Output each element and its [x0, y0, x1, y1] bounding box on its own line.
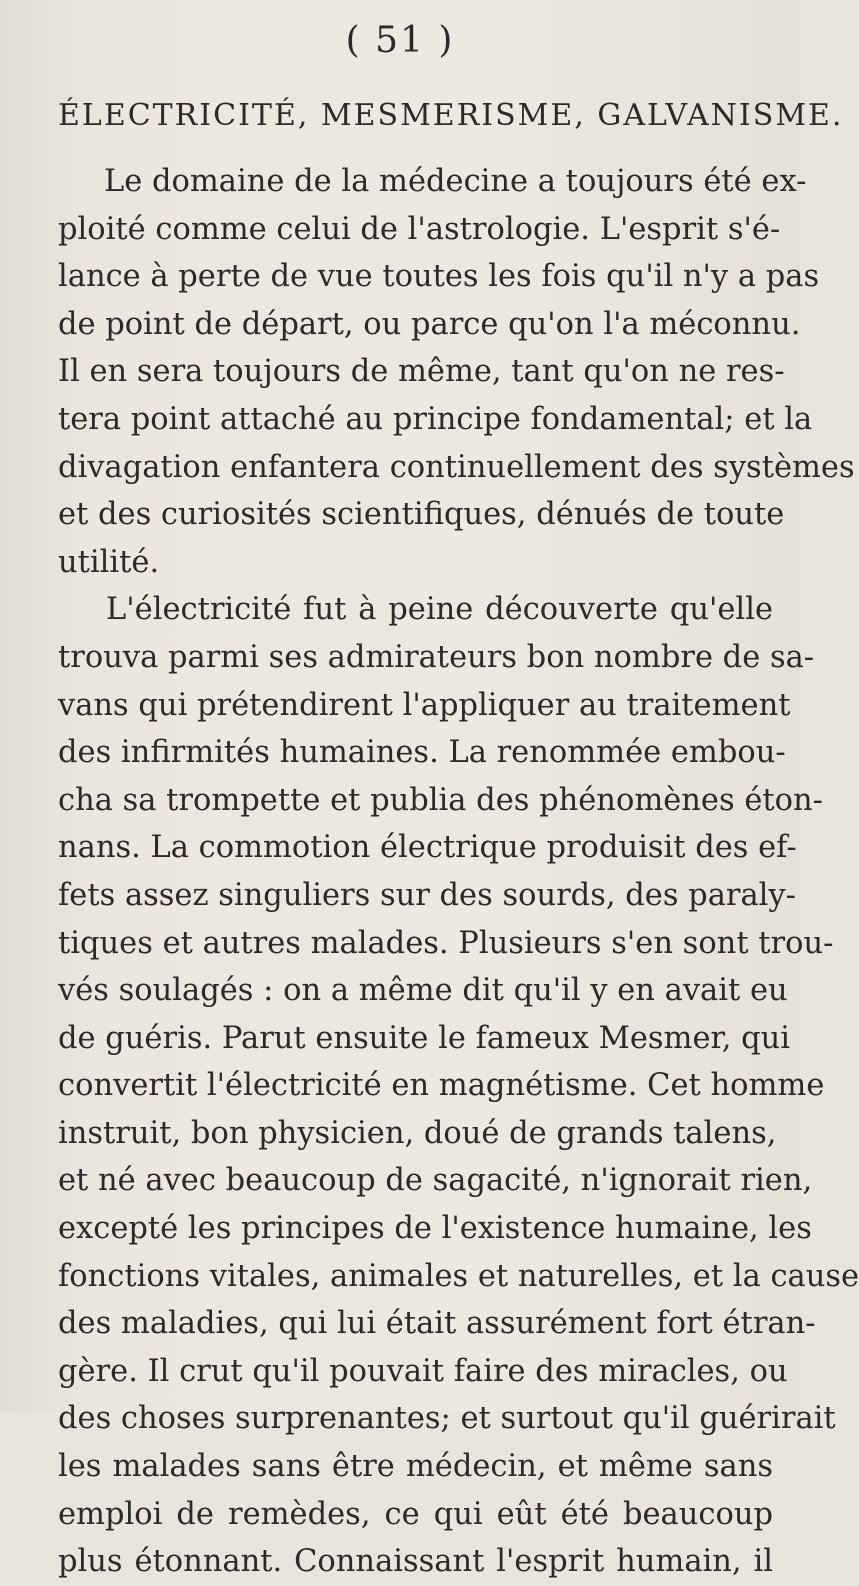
text-line: convertit l'électricité en magnétisme. Cet homme [58, 1068, 825, 1104]
text-line: Il en sera toujours de même, tant qu'on ne res- [58, 354, 785, 390]
text-line: de guéris. Parut ensuite le fameux Mesmer, qui [58, 1020, 791, 1056]
text-line: des infirmités humaines. La renommée embou- [58, 735, 786, 771]
text-line: tera point attaché au principe fondamental; et la [58, 401, 813, 437]
text-line: instruit, bon physicien, doué de grands talens, [58, 1115, 777, 1151]
running-head: ÉLECTRICITÉ, MESMERISME, GALVANISME. [58, 98, 844, 133]
text-line: excepté les principes de l'existence humaine, les [58, 1211, 812, 1247]
text-line: et né avec beaucoup de sagacité, n'ignorait rien, [58, 1163, 813, 1199]
text-line: de point de départ, ou parce qu'on l'a méconnu. [58, 306, 801, 342]
text-line: emploi de remèdes, ce qui eût été beaucoup [58, 1496, 773, 1532]
text-body [58, 158, 859, 1586]
text-line: utilité. [58, 544, 160, 580]
text-line: plus étonnant. Connaissant l'esprit humain, il [58, 1544, 773, 1580]
text-line: L'électricité fut à peine découverte qu'elle [106, 592, 773, 628]
text-line: cha sa trompette et publia des phénomènes éton- [58, 782, 823, 818]
text-line: lance à perte de vue toutes les fois qu'il n'y a pas [58, 259, 820, 295]
text-line: gère. Il crut qu'il pouvait faire des miracles, ou [58, 1353, 788, 1389]
text-line: les malades sans être médecin, et même sans [58, 1449, 773, 1485]
text-line: Le domaine de la médecine a toujours été ex- [104, 164, 807, 199]
text-line: tiques et autres malades. Plusieurs s'en sont trou- [58, 925, 834, 961]
text-line: fets assez singuliers sur des sourds, des paraly- [58, 877, 796, 913]
text-line: des maladies, qui lui était assurément fort étran- [58, 1306, 816, 1342]
text-line: ploité comme celui de l'astrologie. L'esprit s'é- [58, 211, 781, 247]
text-line: vés soulagés : on a même dit qu'il y en avait eu [58, 973, 788, 1009]
text-line: divagation enfantera continuellement des systèmes [58, 449, 855, 485]
page-number: ( 51 ) [345, 20, 455, 61]
text-line: et des curiosités scientifiques, dénués de toute [58, 497, 785, 533]
text-line: des choses surprenantes; et surtout qu'il guérirait [58, 1401, 836, 1437]
text-line: vans qui prétendirent l'appliquer au traitement [58, 687, 791, 723]
text-line: fonctions vitales, animales et naturelles, et la cause [58, 1258, 859, 1294]
text-line: nans. La commotion électrique produisit des ef- [58, 830, 797, 866]
text-line: trouva parmi ses admirateurs bon nombre de sa- [58, 639, 815, 675]
